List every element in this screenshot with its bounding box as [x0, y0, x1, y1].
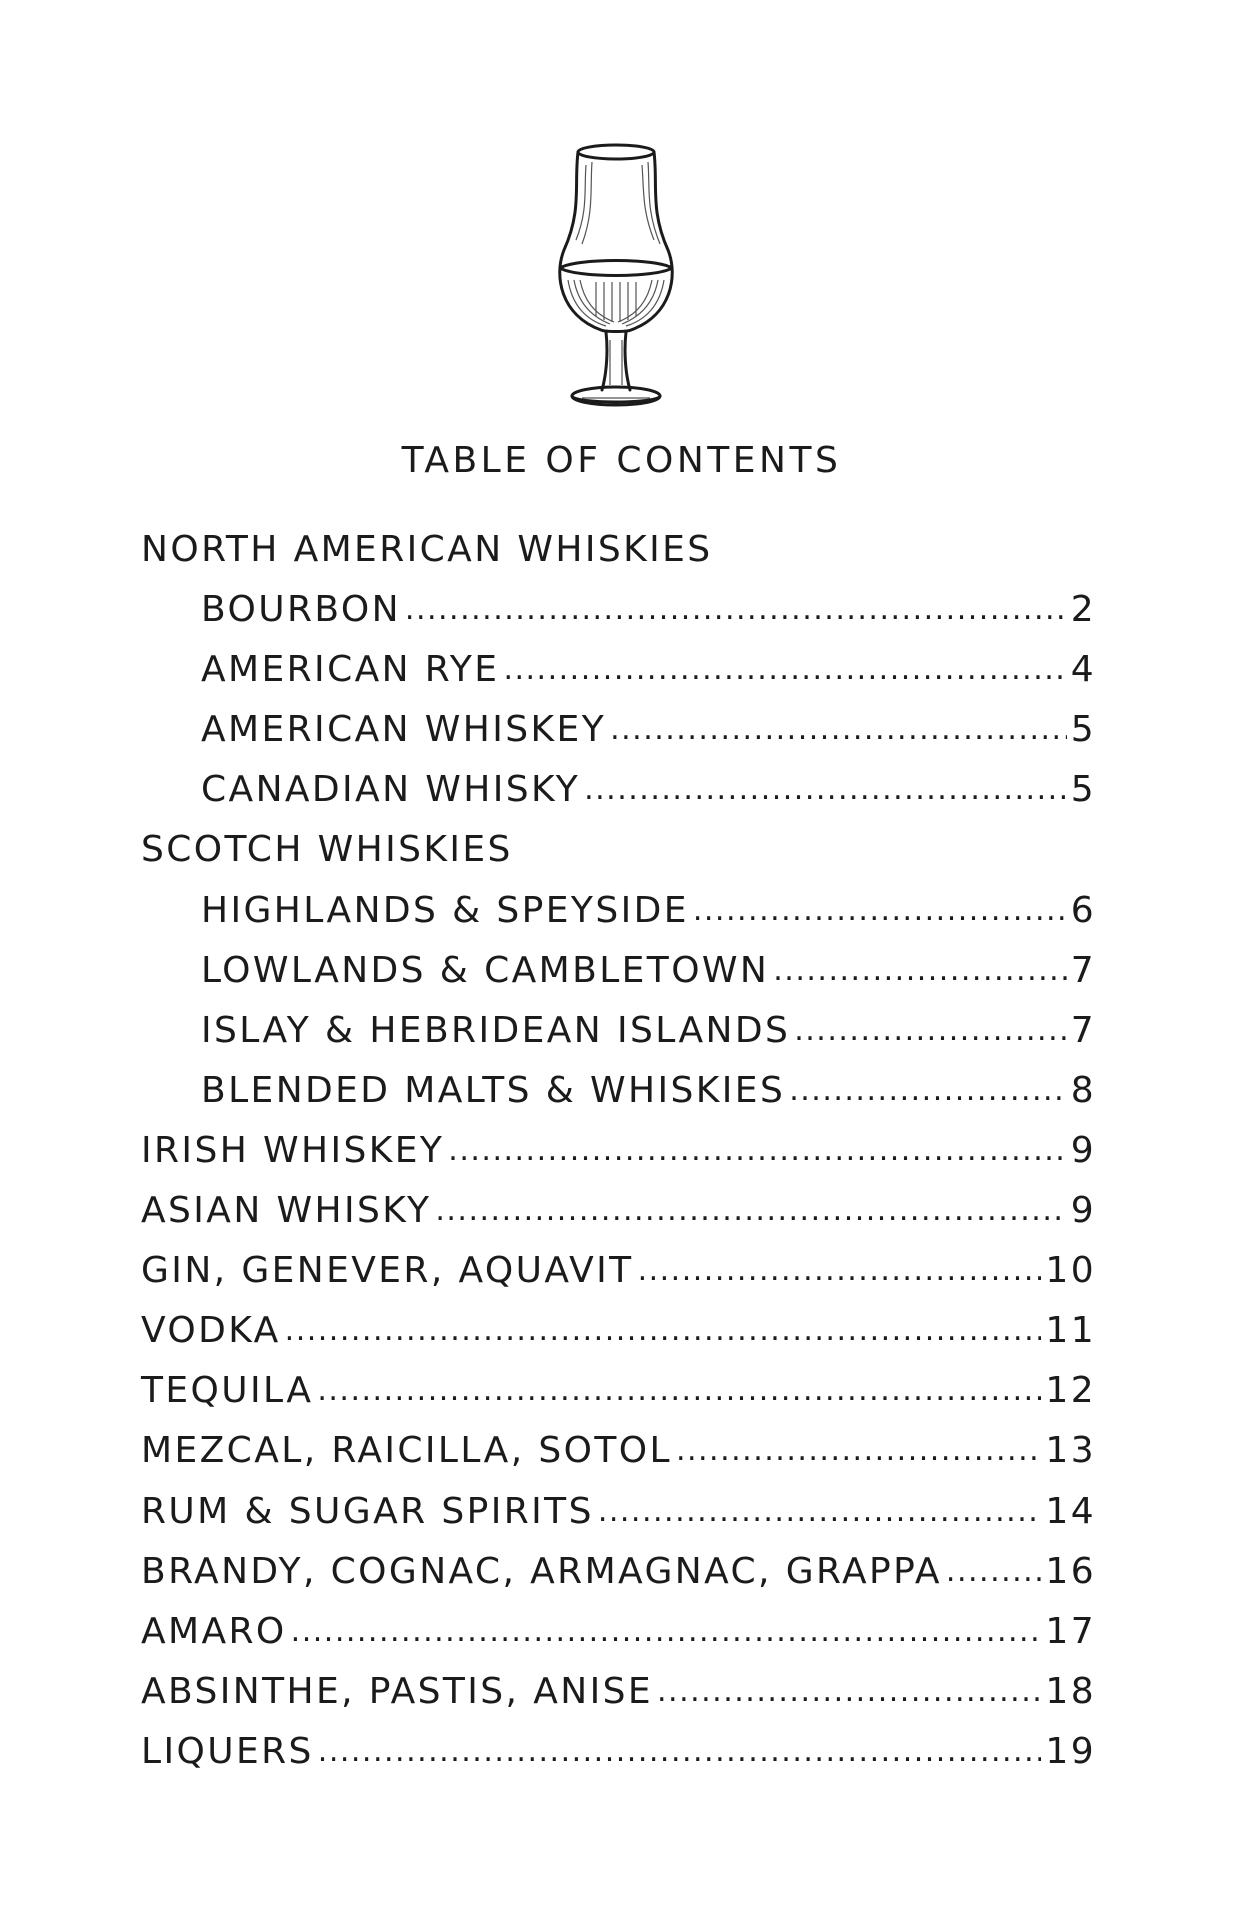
toc-entry [141, 1181, 1096, 1241]
dot-leader [405, 580, 1067, 640]
toc-page-number: 6 [1070, 889, 1096, 931]
toc-entry-label: AMERICAN RYE [201, 649, 500, 691]
toc-entry [141, 1542, 1096, 1602]
dot-leader [693, 881, 1067, 941]
toc-entry [141, 1722, 1096, 1782]
toc-entry-label: MEZCAL, RAICILLA, SOTOL [141, 1430, 672, 1472]
toc-entry-label: TEQUILA [141, 1370, 314, 1412]
toc-page-number: 10 [1045, 1250, 1096, 1292]
dot-leader [789, 1061, 1066, 1121]
toc-page-number: 2 [1070, 589, 1096, 631]
dot-leader [318, 1722, 1042, 1782]
toc-entry [141, 1241, 1096, 1301]
toc-page-number: 12 [1045, 1370, 1096, 1412]
toc-entry [141, 760, 1096, 820]
toc-page-number: 19 [1045, 1730, 1096, 1772]
dot-leader [291, 1602, 1042, 1662]
toc-entry-label: BLENDED MALTS & WHISKIES [201, 1069, 786, 1111]
toc-entry [141, 941, 1096, 1001]
toc-page-number: 5 [1070, 769, 1096, 811]
toc-entry-label: ISLAY & HEBRIDEAN ISLANDS [201, 1009, 791, 1051]
toc-entry [141, 640, 1096, 700]
toc-entry-label: LIQUERS [141, 1730, 314, 1772]
toc-entry-label: SCOTCH WHISKIES [141, 829, 513, 871]
dot-leader [638, 1241, 1042, 1301]
toc-entry-label: RUM & SUGAR SPIRITS [141, 1490, 594, 1532]
toc-section-heading [141, 820, 1096, 880]
dot-leader [610, 700, 1067, 760]
toc-entry-label: VODKA [141, 1310, 281, 1352]
toc-entry-label: ABSINTHE, PASTIS, ANISE [141, 1670, 653, 1712]
toc-section-heading [141, 520, 1096, 580]
toc-entry [141, 700, 1096, 760]
toc-entry-label: BOURBON [201, 589, 401, 631]
toc-page-number: 7 [1070, 1009, 1096, 1051]
toc-entry-label: CANADIAN WHISKY [201, 769, 581, 811]
toc-page-number: 18 [1045, 1670, 1096, 1712]
dot-leader [657, 1662, 1041, 1722]
toc-page-number: 13 [1045, 1430, 1096, 1472]
toc-entry [141, 1121, 1096, 1181]
toc-page-number: 17 [1045, 1610, 1096, 1652]
toc-page-number: 16 [1045, 1550, 1096, 1592]
dot-leader [435, 1181, 1066, 1241]
toc-entry [141, 1061, 1096, 1121]
toc-entry-label: LOWLANDS & CAMBLETOWN [201, 949, 770, 991]
toc-page-number: 5 [1070, 709, 1096, 751]
toc-entry-label: AMARO [141, 1610, 287, 1652]
dot-leader [584, 760, 1067, 820]
toc-entry-label: BRANDY, COGNAC, ARMAGNAC, GRAPPA [141, 1550, 942, 1592]
toc-page-number: 9 [1070, 1129, 1096, 1171]
toc-entry [141, 1482, 1096, 1542]
dot-leader [794, 1001, 1066, 1061]
toc-entry [141, 1602, 1096, 1662]
dot-leader [773, 941, 1066, 1001]
dot-leader [317, 1361, 1041, 1421]
toc-entry [141, 1421, 1096, 1481]
toc-page-number: 9 [1070, 1190, 1096, 1232]
page-title: TABLE OF CONTENTS [401, 440, 842, 481]
toc-entry [141, 1662, 1096, 1722]
toc-entry-label: NORTH AMERICAN WHISKIES [141, 529, 713, 570]
toc-page-number: 14 [1045, 1490, 1096, 1532]
whisky-tasting-glass-icon [546, 140, 686, 410]
toc-list [141, 520, 1096, 1782]
dot-leader [448, 1121, 1066, 1181]
toc-entry-label: AMERICAN WHISKEY [201, 709, 607, 751]
toc-page-number: 7 [1070, 949, 1096, 991]
toc-entry [141, 1301, 1096, 1361]
dot-leader [503, 640, 1066, 700]
toc-page-number: 11 [1045, 1310, 1096, 1352]
dot-leader [598, 1482, 1042, 1542]
toc-entry-label: IRISH WHISKEY [141, 1129, 445, 1171]
dot-leader [946, 1542, 1041, 1602]
toc-entry-label: ASIAN WHISKY [141, 1190, 432, 1232]
toc-entry [141, 580, 1096, 640]
toc-entry [141, 1361, 1096, 1421]
dot-leader [676, 1421, 1041, 1481]
toc-entry-label: GIN, GENEVER, AQUAVIT [141, 1250, 634, 1292]
toc-page-number: 8 [1070, 1069, 1096, 1111]
toc-entry [141, 1001, 1096, 1061]
toc-entry [141, 881, 1096, 941]
dot-leader [285, 1301, 1042, 1361]
toc-entry-label: HIGHLANDS & SPEYSIDE [201, 889, 689, 931]
toc-page-number: 4 [1070, 649, 1096, 691]
